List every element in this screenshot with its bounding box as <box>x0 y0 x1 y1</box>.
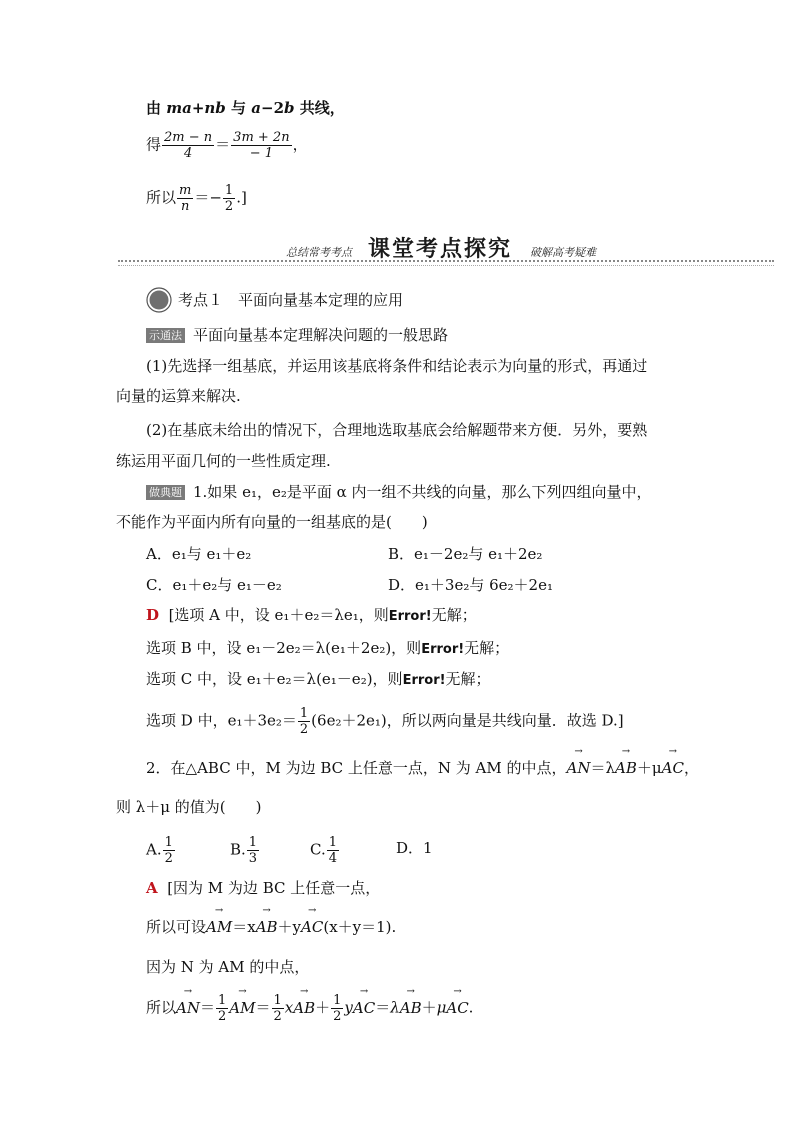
example-badge: 做典题 <box>146 485 185 500</box>
q1-option-c: C．e₁＋e₂与 e₁－e₂ <box>146 576 282 594</box>
intro-line-1: 由 ma+nb 与 a−2b 共线， <box>146 99 345 117</box>
method-paragraph-2a: (2)在基底未给出的情况下，合理地选取基底会给解题带来方便．另外，要熟 <box>146 421 648 439</box>
q1-solution-1: D [选项 A 中，设 e₁＋e₂＝λe₁，则Error!无解； <box>146 606 477 624</box>
q2-solution-3: 因为 N 为 AM 的中点， <box>146 958 310 976</box>
fraction: $\frac{1}{2}$ <box>299 706 309 737</box>
q2-option-c: C. $\frac{1}{4}$ <box>310 835 337 866</box>
q1-stem-b: 不能作为平面内所有向量的一组基底的是( ) <box>116 513 428 531</box>
fraction: $\frac{1}{2}$ <box>333 993 342 1024</box>
fraction: $\frac{1}{3}$ <box>248 835 258 866</box>
q2-solution-1: A [因为 M 为边 BC 上任意一点， <box>146 879 381 897</box>
q2-solution-4: 所以→ AN＝ $\frac{1}{2}$ → AM＝ $\frac{1}{2}$ x→ AB＋ $\frac{1}{2}$ y→ AC＝λ→ AB＋μ→ AC. <box>146 993 473 1024</box>
q1-solution-2: 选项 B 中，设 e₁－2e₂＝λ(e₁＋2e₂)，则Error!无解； <box>146 639 510 657</box>
banner-left-text: 总结常考考点 <box>286 246 352 259</box>
intro-line-2: 得 $\frac{2m - n}{4}$ ＝ $\frac{3m + 2n}{- 1}$ ， <box>146 130 308 161</box>
q2-solution-2: 所以可设→ AM＝x→ AB＋y→ AC(x＋y＝1). <box>146 917 396 937</box>
method-line <box>146 325 448 345</box>
section-heading: 考点１ 平面向量基本定理的应用 <box>178 291 404 309</box>
fraction: $\frac{1}{2}$ <box>164 835 173 866</box>
q1-solution-3: 选项 C 中，设 e₁＋e₂＝λ(e₁－e₂)，则Error!无解； <box>146 670 491 688</box>
q1-answer-letter: D <box>146 606 160 624</box>
banner-right-text: 破解高考疑难 <box>530 246 596 259</box>
fraction: $\frac{1}{4}$ <box>328 835 337 866</box>
intro-line-3: 所以 $\frac{m}{n}$ ＝− $\frac{1}{2}$ .] <box>146 183 247 214</box>
fraction: $\frac{3m + 2n}{- 1}$ <box>233 130 290 161</box>
fraction: $\frac{1}{2}$ <box>218 993 227 1024</box>
q1-option-d: D．e₁＋3e₂与 6e₂＋2e₁ <box>388 576 553 594</box>
banner-rule <box>118 265 774 266</box>
q1-solution-4: 选项 D 中，e₁＋3e₂＝ $\frac{1}{2}$ (6e₂＋2e₁)，所以两向量是共线向量．故选 D.] <box>146 706 624 737</box>
method-paragraph-1b: 向量的运算来解决. <box>116 387 241 405</box>
fraction: $\frac{2m - n}{4}$ <box>164 130 213 161</box>
q2-stem-b: 则 λ＋μ 的值为( ) <box>116 798 262 816</box>
fraction: $\frac{1}{2}$ <box>273 993 282 1024</box>
q1-option-b: B．e₁－2e₂与 e₁＋2e₂ <box>388 545 543 563</box>
q2-option-a: A. $\frac{1}{2}$ <box>146 835 173 866</box>
q2-option-d: D．1 <box>396 839 433 857</box>
banner-rule <box>118 260 774 262</box>
q2-answer-letter: A <box>146 879 158 897</box>
q1-stem-a: 做典题 1.如果 e₁，e₂是平面 α 内一组不共线的向量，那么下列四组向量中， <box>146 482 652 502</box>
q2-stem-a: 2．在△ABC 中，M 为边 BC 上任意一点，N 为 AM 的中点，→ AN＝λ→ AB＋μ→ AC， <box>146 758 699 778</box>
circle-badge-icon <box>146 287 172 313</box>
method-badge: 示通法 <box>146 328 185 343</box>
section-banner <box>118 232 774 268</box>
method-paragraph-2b: 练运用平面几何的一些性质定理. <box>116 452 331 470</box>
method-paragraph-1a: (1)先选择一组基底，并运用该基底将条件和结论表示为向量的形式，再通过 <box>146 357 648 375</box>
q1-option-a: A．e₁与 e₁＋e₂ <box>146 545 252 563</box>
method-title: 平面向量基本定理解决问题的一般思路 <box>193 326 449 344</box>
fraction: $\frac{1}{2}$ <box>224 183 234 214</box>
banner-title: 课堂考点探究 <box>368 237 513 262</box>
q2-option-b: B. $\frac{1}{3}$ <box>230 835 258 866</box>
fraction: $\frac{m}{n}$ <box>179 183 192 214</box>
